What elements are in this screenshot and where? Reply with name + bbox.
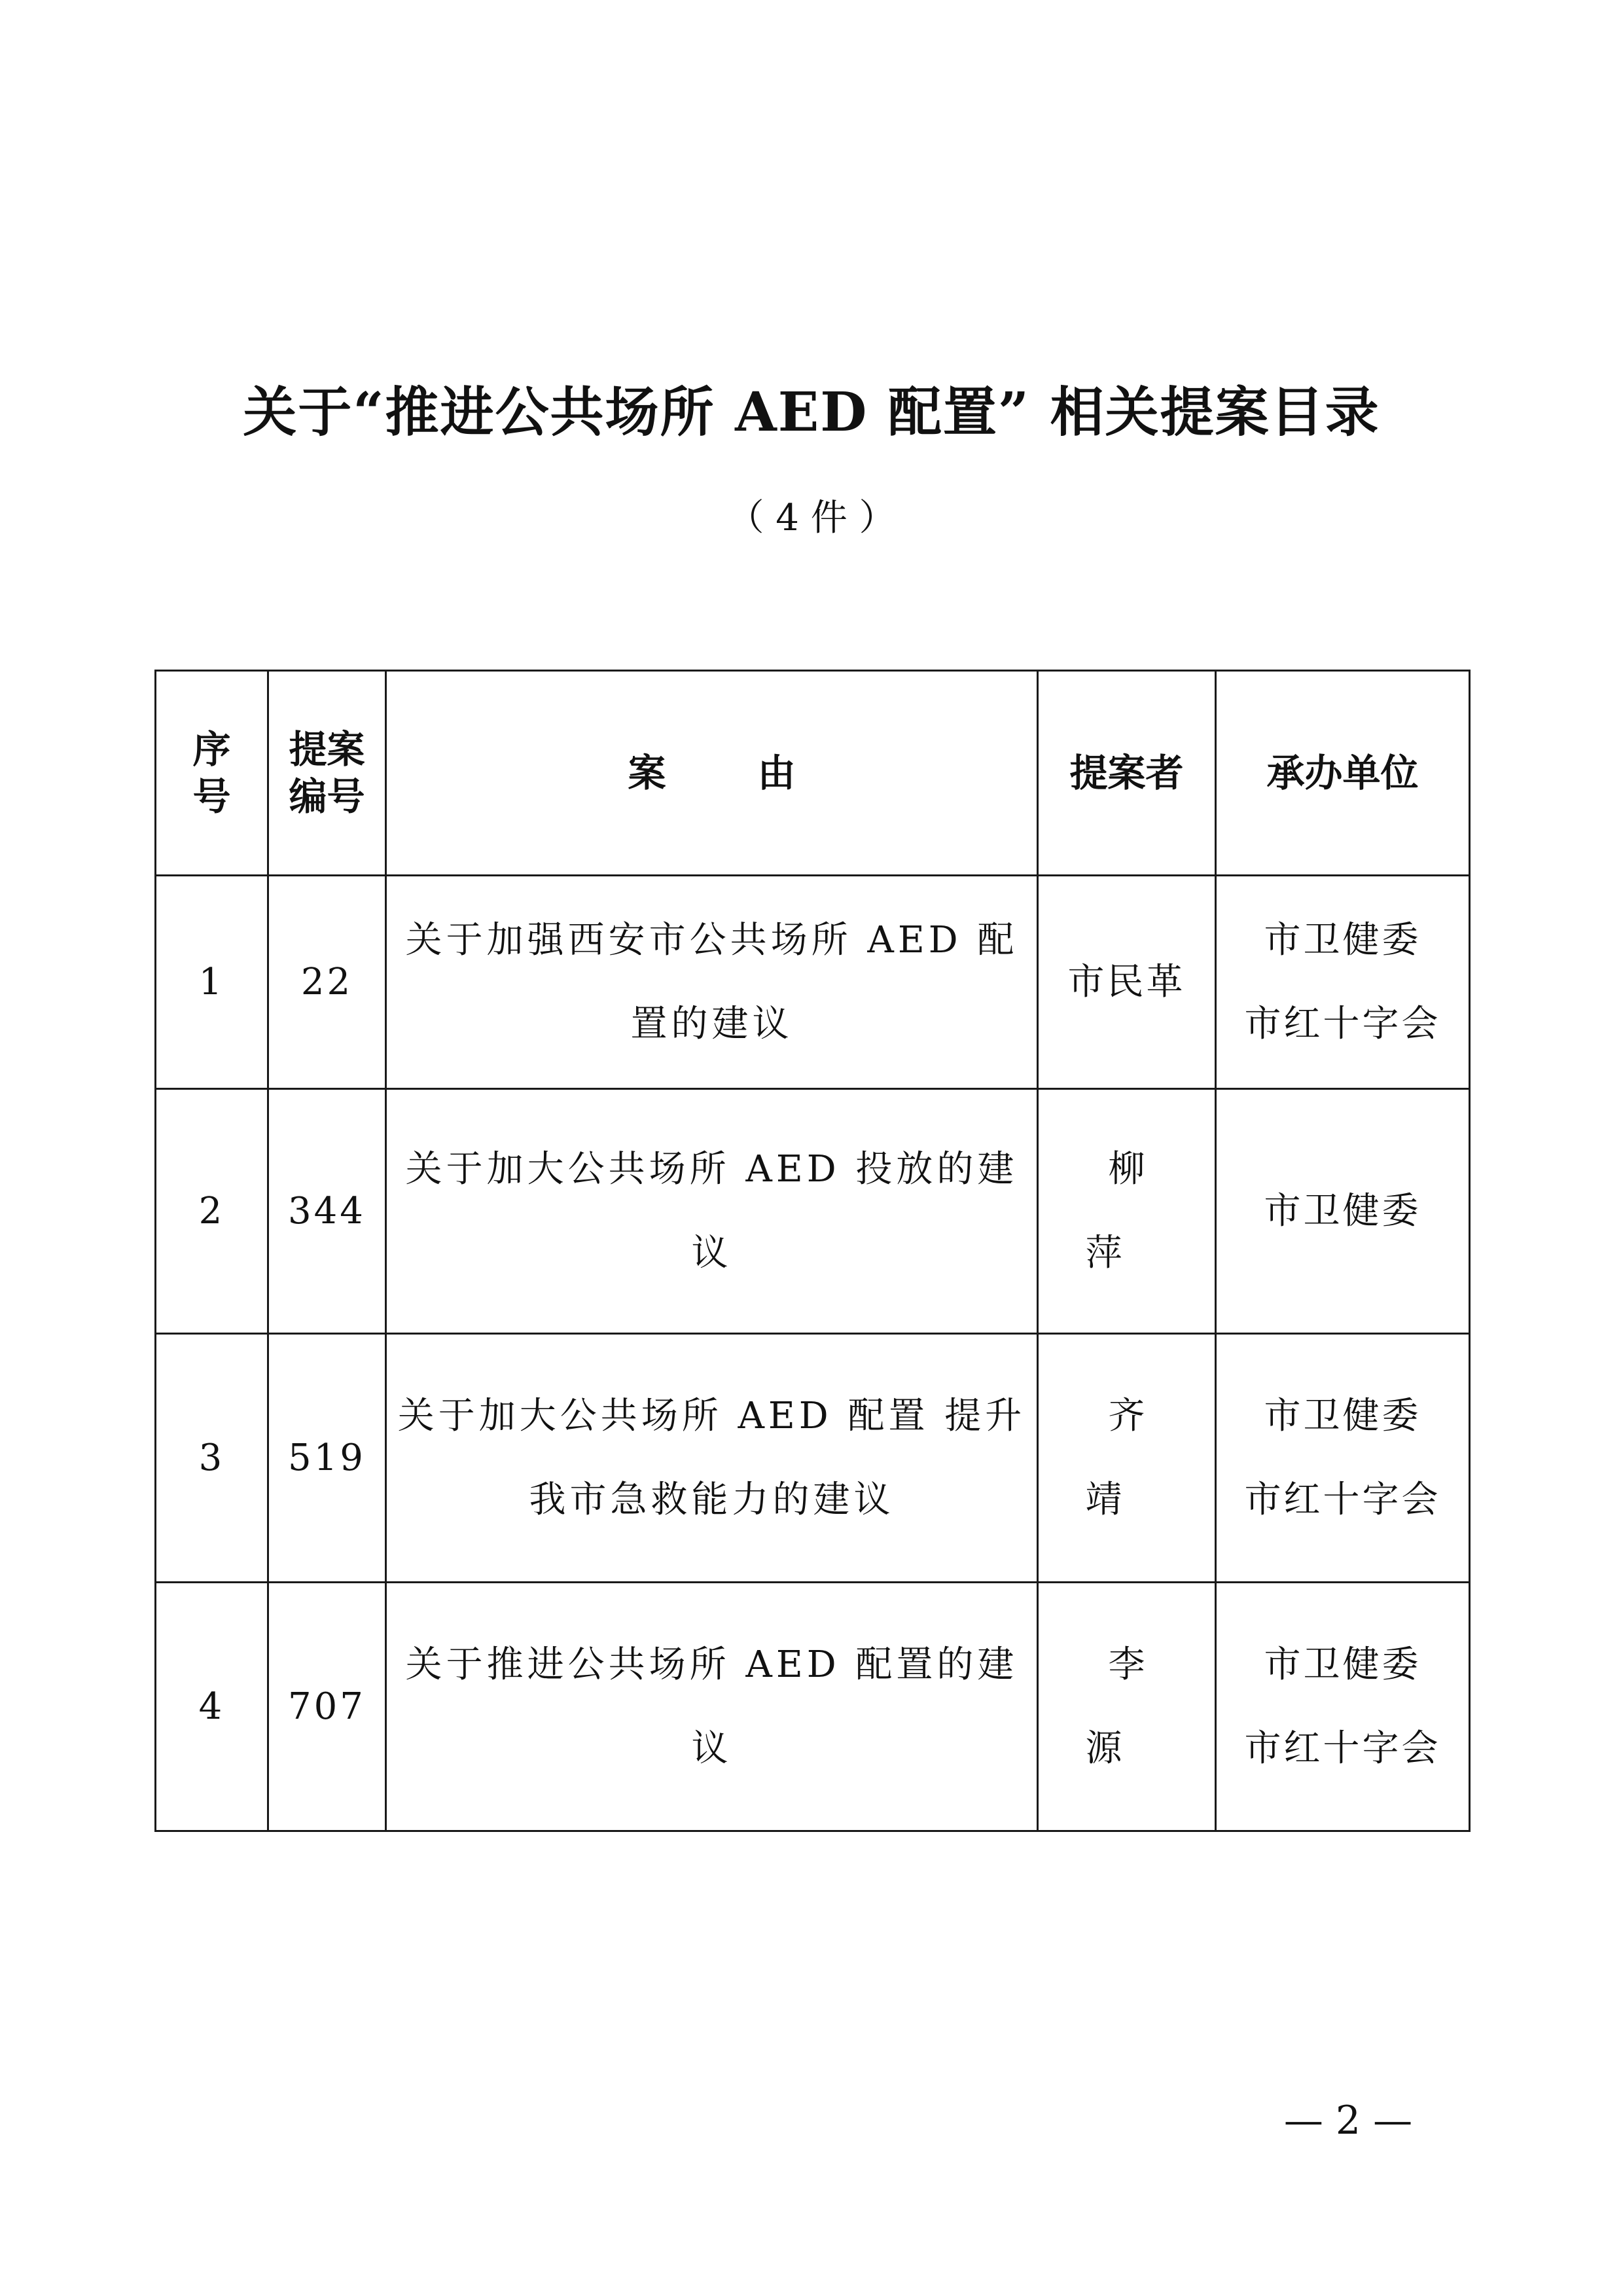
header-proposal-number xyxy=(268,671,386,876)
header-author: 提案者 xyxy=(1038,671,1216,876)
header-handling-unit: 承办单位 xyxy=(1216,671,1470,876)
header-number-line-1: 提案 xyxy=(289,727,365,772)
cell-index: 4 xyxy=(156,1583,268,1831)
cell-index: 1 xyxy=(156,876,268,1089)
table-row xyxy=(156,1089,1470,1334)
cell-handling-unit xyxy=(1216,876,1470,1089)
cell-handling-unit xyxy=(1216,1089,1470,1334)
cell-proposal-number: 22 xyxy=(268,876,386,1089)
cell-handling-unit xyxy=(1216,1334,1470,1583)
header-index xyxy=(156,671,268,876)
header-number-line-2: 编号 xyxy=(289,774,365,819)
header-index-line-1: 序 xyxy=(192,727,231,772)
table-body xyxy=(156,876,1470,1831)
table-header-row xyxy=(156,671,1470,876)
handling-unit-line: 市红十字会 xyxy=(1244,1727,1441,1770)
cell-index: 2 xyxy=(156,1089,268,1334)
cell-proposal-number: 519 xyxy=(268,1334,386,1583)
table-row xyxy=(156,1583,1470,1831)
cell-reason: 关于加强西安市公共场所 AED 配置的建议 xyxy=(386,876,1038,1089)
cell-proposal-number: 344 xyxy=(268,1089,386,1334)
handling-unit-line: 市卫健委 xyxy=(1264,1394,1421,1437)
handling-unit-line: 市红十字会 xyxy=(1244,1002,1441,1045)
cell-reason: 关于加大公共场所 AED 配置 提升我市急救能力的建议 xyxy=(386,1334,1038,1583)
header-index-line-2: 号 xyxy=(192,774,231,819)
table-row xyxy=(156,876,1470,1089)
handling-unit-line: 市卫健委 xyxy=(1264,1189,1421,1232)
cell-reason: 关于加大公共场所 AED 投放的建议 xyxy=(386,1089,1038,1334)
cell-index: 3 xyxy=(156,1334,268,1583)
proposal-catalog-table xyxy=(154,670,1471,1832)
document-subtitle-count: （ 4 件 ） xyxy=(727,497,896,539)
handling-unit-line: 市红十字会 xyxy=(1244,1478,1441,1521)
cell-handling-unit xyxy=(1216,1583,1470,1831)
table-header xyxy=(156,671,1470,876)
cell-author: 齐靖 xyxy=(1038,1334,1216,1583)
document-title: 关于“推进公共场所 AED 配置” 相关提案目录 xyxy=(243,381,1380,444)
handling-unit-line: 市卫健委 xyxy=(1264,1643,1421,1686)
cell-reason: 关于推进公共场所 AED 配置的建议 xyxy=(386,1583,1038,1831)
cell-author: 柳萍 xyxy=(1038,1089,1216,1334)
handling-unit-line: 市卫健委 xyxy=(1264,918,1421,961)
table-row xyxy=(156,1334,1470,1583)
cell-author: 市民革 xyxy=(1038,876,1216,1089)
header-reason: 案由 xyxy=(386,671,1038,876)
cell-author: 李源 xyxy=(1038,1583,1216,1831)
page-number: — 2 — xyxy=(1283,2098,1413,2144)
cell-proposal-number: 707 xyxy=(268,1583,386,1831)
